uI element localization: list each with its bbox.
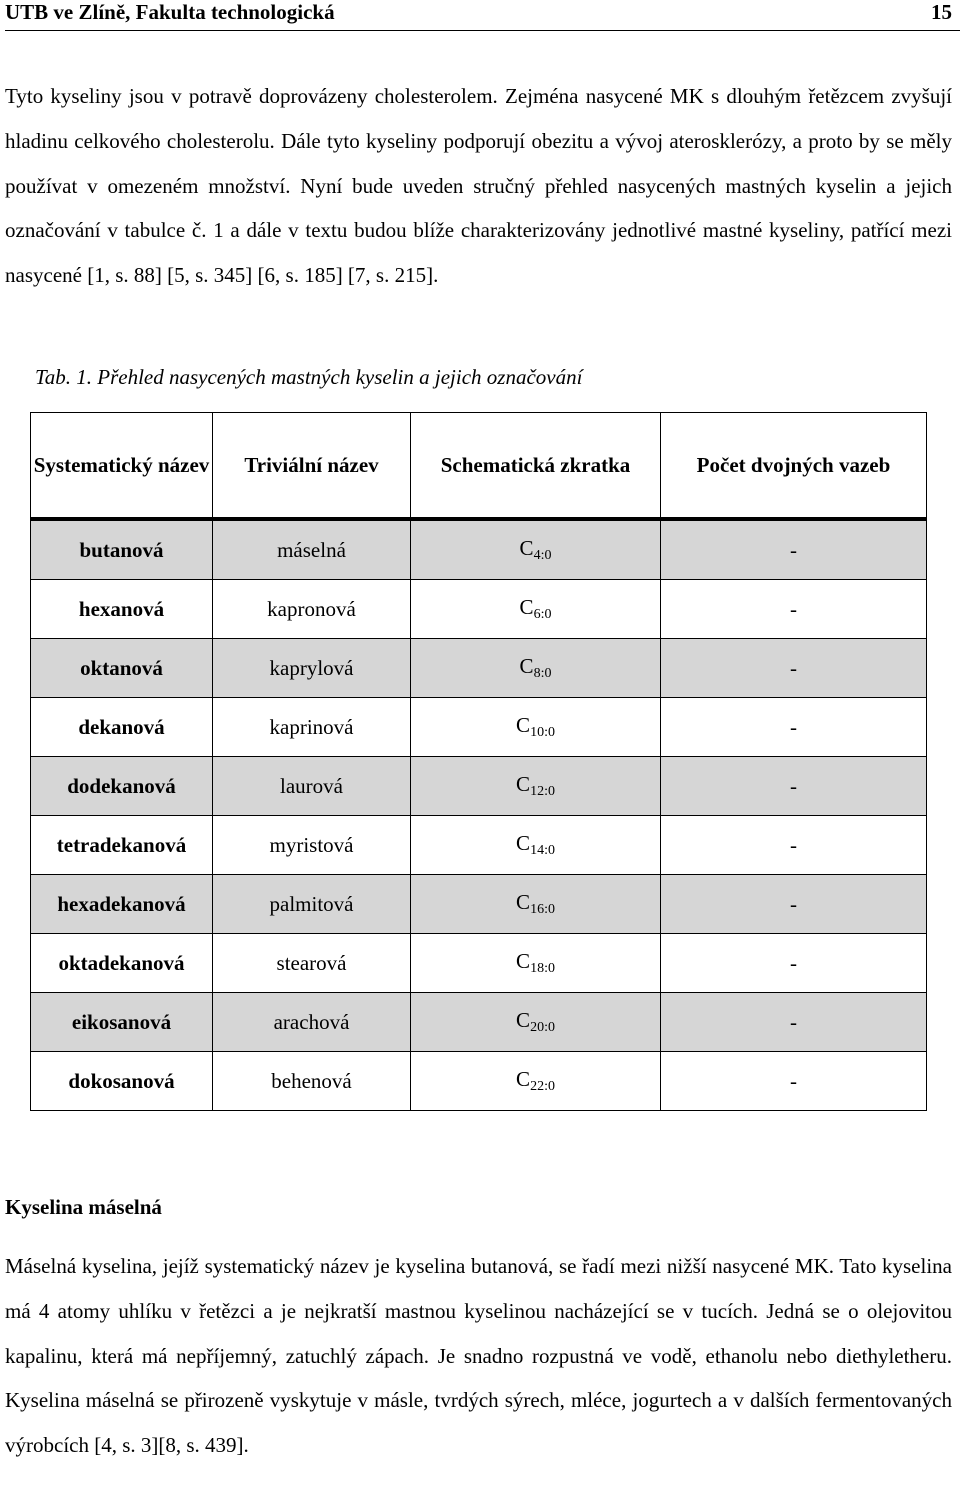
cell-trivial-name: kaprylová bbox=[213, 639, 411, 698]
cell-systematic-name: dodekanová bbox=[31, 757, 213, 816]
formula-base: C bbox=[516, 772, 531, 796]
cell-formula bbox=[411, 875, 661, 934]
table-row bbox=[31, 934, 927, 993]
col-header-formula: Schematická zkratka bbox=[411, 413, 661, 520]
table-row bbox=[31, 875, 927, 934]
table-row bbox=[31, 816, 927, 875]
formula-subscript: 4:0 bbox=[533, 548, 552, 563]
cell-double-bonds: - bbox=[661, 1052, 927, 1111]
page-header bbox=[5, 0, 960, 31]
cell-systematic-name: tetradekanová bbox=[31, 816, 213, 875]
cell-double-bonds: - bbox=[661, 698, 927, 757]
table-row bbox=[31, 698, 927, 757]
formula-subscript: 22:0 bbox=[530, 1079, 555, 1094]
cell-double-bonds: - bbox=[661, 934, 927, 993]
formula-subscript: 18:0 bbox=[530, 961, 555, 976]
table-row bbox=[31, 993, 927, 1052]
intro-paragraph: Tyto kyseliny jsou v potravě doprovázeny cholesterolem. Zejména nasycené MK s dlouhým řetězcem zvyšují hladinu celkového cholesterolu. Dále tyto kyseliny podporují obezitu a vývoj aterosklerózy, a proto by se měly používat v omezeném množství. Nyní bude uveden stručný přehled nasycených mastných kyselin a jejich označování v tabulce č. 1 a dále v textu budou blíže charakterizovány jednotlivé mastné kyseliny, patřící mezi nasycené [1, s. 88] [5, s. 345] [6, s. 185] [7, s. 215]. bbox=[5, 84, 952, 288]
cell-formula bbox=[411, 639, 661, 698]
cell-trivial-name: kaprinová bbox=[213, 698, 411, 757]
cell-formula bbox=[411, 519, 661, 580]
cell-trivial-name: behenová bbox=[213, 1052, 411, 1111]
formula-base: C bbox=[519, 654, 534, 678]
col-header-double-bonds: Počet dvojných vazeb bbox=[661, 413, 927, 520]
formula-base: C bbox=[516, 831, 531, 855]
formula-base: C bbox=[519, 595, 534, 619]
cell-double-bonds: - bbox=[661, 757, 927, 816]
cell-trivial-name: laurová bbox=[213, 757, 411, 816]
cell-systematic-name: dokosanová bbox=[31, 1052, 213, 1111]
cell-formula bbox=[411, 993, 661, 1052]
formula-base: C bbox=[516, 890, 531, 914]
cell-systematic-name: butanová bbox=[31, 519, 213, 580]
formula-subscript: 10:0 bbox=[530, 725, 555, 740]
fatty-acids-table bbox=[30, 412, 927, 1111]
formula-subscript: 14:0 bbox=[530, 843, 555, 858]
formula-base: C bbox=[519, 536, 534, 560]
formula-base: C bbox=[516, 1067, 531, 1091]
cell-double-bonds: - bbox=[661, 875, 927, 934]
col-header-systematic: Systematický název bbox=[31, 413, 213, 520]
formula-subscript: 16:0 bbox=[530, 902, 555, 917]
formula-subscript: 12:0 bbox=[530, 784, 555, 799]
formula-subscript: 20:0 bbox=[530, 1020, 555, 1035]
cell-systematic-name: oktanová bbox=[31, 639, 213, 698]
page-number: 15 bbox=[931, 0, 952, 24]
table-row bbox=[31, 1052, 927, 1111]
table-row bbox=[31, 580, 927, 639]
cell-double-bonds: - bbox=[661, 580, 927, 639]
section-heading: Kyselina máselná bbox=[5, 1195, 162, 1219]
cell-systematic-name: eikosanová bbox=[31, 993, 213, 1052]
cell-trivial-name: kapronová bbox=[213, 580, 411, 639]
cell-formula bbox=[411, 816, 661, 875]
cell-trivial-name: máselná bbox=[213, 519, 411, 580]
cell-double-bonds: - bbox=[661, 519, 927, 580]
cell-formula bbox=[411, 757, 661, 816]
header-title: UTB ve Zlíně, Fakulta technologická bbox=[5, 0, 335, 24]
cell-formula bbox=[411, 698, 661, 757]
table-row bbox=[31, 757, 927, 816]
formula-subscript: 8:0 bbox=[533, 666, 552, 681]
formula-base: C bbox=[516, 713, 531, 737]
formula-base: C bbox=[516, 1008, 531, 1032]
cell-double-bonds: - bbox=[661, 816, 927, 875]
table-row bbox=[31, 519, 927, 580]
formula-base: C bbox=[516, 949, 531, 973]
butyric-acid-paragraph: Máselná kyselina, jejíž systematický název je kyselina butanová, se řadí mezi nižší nasycené MK. Tato kyselina má 4 atomy uhlíku v řetězci a je nejkratší mastnou kyselinou nacházející se v tucích. Jedná se o olejovitou kapalinu, která má nepříjemný, zatuchlý zápach. Je snadno rozpustná ve vodě, ethanolu nebo diethyletheru. Kyselina máselná se přirozeně vyskytuje v másle, tvrdých sýrech, mléce, jogurtech a v dalších fermentovaných výrobcích [4, s. 3][8, s. 439]. bbox=[5, 1254, 952, 1458]
cell-formula bbox=[411, 1052, 661, 1111]
cell-systematic-name: hexanová bbox=[31, 580, 213, 639]
cell-trivial-name: arachová bbox=[213, 993, 411, 1052]
cell-double-bonds: - bbox=[661, 639, 927, 698]
table-header-row bbox=[31, 413, 927, 520]
table-caption: Tab. 1. Přehled nasycených mastných kyselin a jejich označování bbox=[35, 365, 583, 389]
cell-double-bonds: - bbox=[661, 993, 927, 1052]
cell-trivial-name: palmitová bbox=[213, 875, 411, 934]
cell-systematic-name: hexadekanová bbox=[31, 875, 213, 934]
cell-trivial-name: myristová bbox=[213, 816, 411, 875]
cell-formula bbox=[411, 934, 661, 993]
col-header-trivial: Triviální název bbox=[213, 413, 411, 520]
cell-systematic-name: oktadekanová bbox=[31, 934, 213, 993]
table-row bbox=[31, 639, 927, 698]
cell-trivial-name: stearová bbox=[213, 934, 411, 993]
cell-systematic-name: dekanová bbox=[31, 698, 213, 757]
formula-subscript: 6:0 bbox=[533, 607, 552, 622]
cell-formula bbox=[411, 580, 661, 639]
